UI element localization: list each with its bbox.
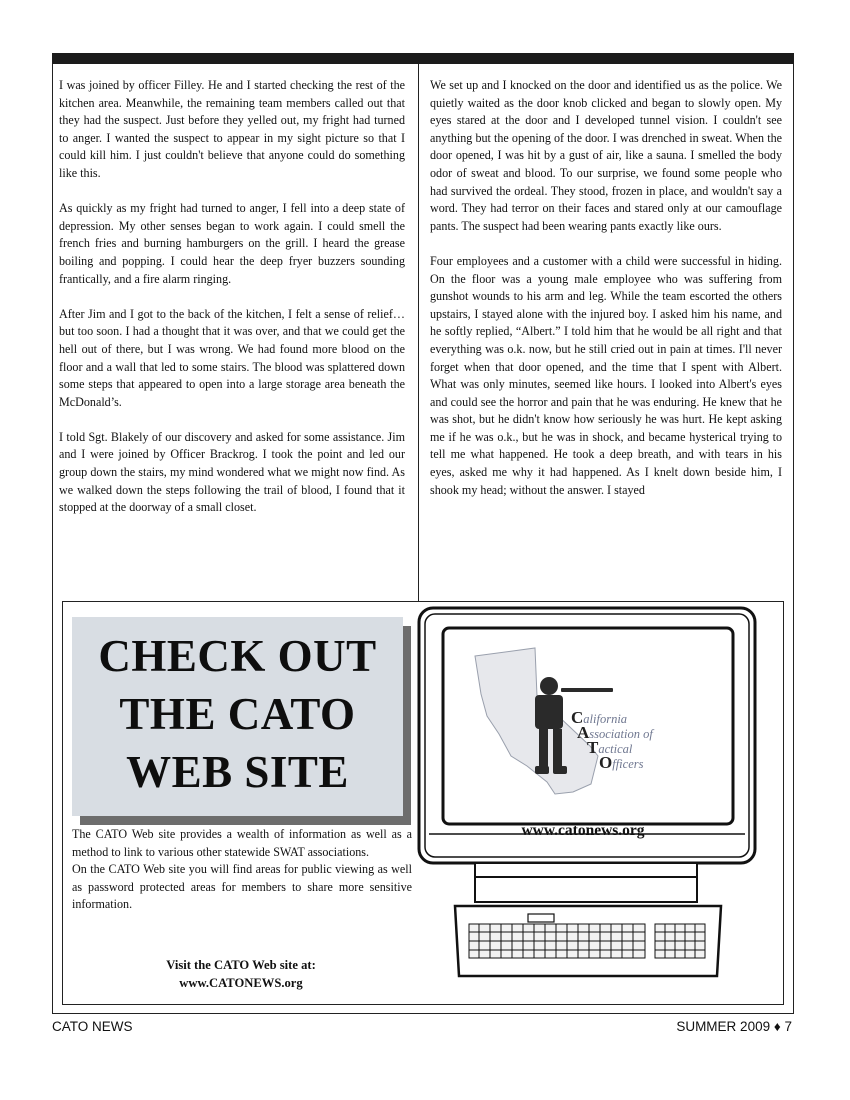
article-right-column — [430, 77, 782, 499]
screen-url[interactable]: www.catonews.org — [521, 822, 645, 839]
article-paragraph: After Jim and I got to the back of the kitchen, I felt a sense of relief… but too soon. I had a thought that it was over, and that we could get the hell out of there, but I was wrong. We had found more blood on the floor and a wall that led to some stairs. The blood was splattered down some steps that appeared to open into a large storage area beneath the McDonald’s. — [59, 306, 405, 409]
logo-line: Association of — [577, 723, 653, 742]
ad-headline — [72, 617, 403, 816]
column-divider — [418, 64, 419, 602]
article-paragraph: Four employees and a customer with a child were successful in hiding. On the floor was a young male employee who was suffering from gunshot wounds to his arm and leg. While the team escorted the others upstairs, I stayed alone with the injured boy. I asked him his name, and he softly replied, “Albert.” I told him that he would be all right and that everything was o.k. now, but he still cried out in pain at times. I'll never forget when that door opened, and the time that I spent with Albert. What was only minutes, seemed like hours. I looked into Albert's eyes and could see the horror and pain that he was enduring. He knew that he was shot, but he didn't know how seriously he was hurt. He kept asking me if he was o.k., but he was in shock, and became hysterical trying to tell me what happened. He took a deep breath, and with tears in his eyes, asked me why it had happened. As I knelt down beside him, I shook my head; without the answer. I stayed — [430, 253, 782, 497]
article-paragraph: I was joined by officer Filley. He and I started checking the rest of the kitchen area. Meanwhile, the remaining team members called out that they had the suspect. Just before they yelled out, my fright had turned to anger. I wanted the suspect to appear in my sight picture so that I could kill him. I just couldn't believe that anyone could do something like this. — [59, 78, 405, 180]
header-rule — [52, 53, 794, 64]
visit-label: Visit the CATO Web site at: — [166, 958, 316, 972]
logo-line: California — [571, 708, 628, 727]
footer-publication: CATO NEWS — [52, 1019, 133, 1034]
logo-line: Officers — [599, 753, 644, 772]
headline-line: WEB SITE — [126, 747, 349, 797]
visit-callout — [110, 957, 372, 992]
ad-paragraph: The CATO Web site provides a wealth of information as well as a method to link to various other statewide SWAT associations. — [72, 827, 412, 859]
article-left-column — [59, 77, 405, 517]
footer-issue-page: SUMMER 2009 ♦ 7 — [676, 1019, 792, 1034]
visit-url[interactable]: www.CATONEWS.org — [179, 975, 303, 990]
monitor-neck — [475, 863, 697, 877]
ad-paragraph: On the CATO Web site you will find areas for public viewing as well as password protected areas for members to share more sensitive information. — [72, 862, 412, 912]
headline-line: CHECK OUT — [98, 631, 377, 681]
ad-body — [72, 826, 412, 914]
monitor-base — [475, 877, 697, 902]
article-paragraph: As quickly as my fright had turned to anger, I fell into a deep state of depression. My other senses began to work again. I could smell the french fries and burning hamburgers on the grill. I heard the grease boiling and popping. I could hear the deep fryer buzzers sounding frantically, and a fire alarm ringing. — [59, 201, 405, 286]
logo-line: Tactical — [587, 738, 633, 757]
headline-line: THE CATO — [119, 689, 356, 739]
cato-logo-text — [571, 708, 701, 772]
article-paragraph: I told Sgt. Blakely of our discovery and asked for some assistance. Jim and I were joined by Officer Brackrog. I took the point and led our group down the stairs, my mind wondered what we might now find. As we walked down the steps following the trail of blood, I found that it stopped at the doorway of a small closet. — [59, 429, 405, 515]
article-paragraph: We set up and I knocked on the door and identified us as the police. We quietly waited as the door knob clicked and began to slowly open. My eyes stared at the door and I developed tunnel vision. I couldn't see anything but the opening of the door. I was drenched in sweat. When the door opened, I was hit by a gust of air, like a sauna. I smelled the body odor of sweat and blood. To our surprise, we found some people who had survived the ordeal. They stood, frozen in place, and wouldn't say a word. They had terror on their faces and stared only at our camouflage pants. The suspect had been wearing pants exactly like ours. — [430, 78, 782, 233]
keyboard-keys — [469, 924, 705, 958]
computer-monitor-illustration — [415, 606, 765, 981]
